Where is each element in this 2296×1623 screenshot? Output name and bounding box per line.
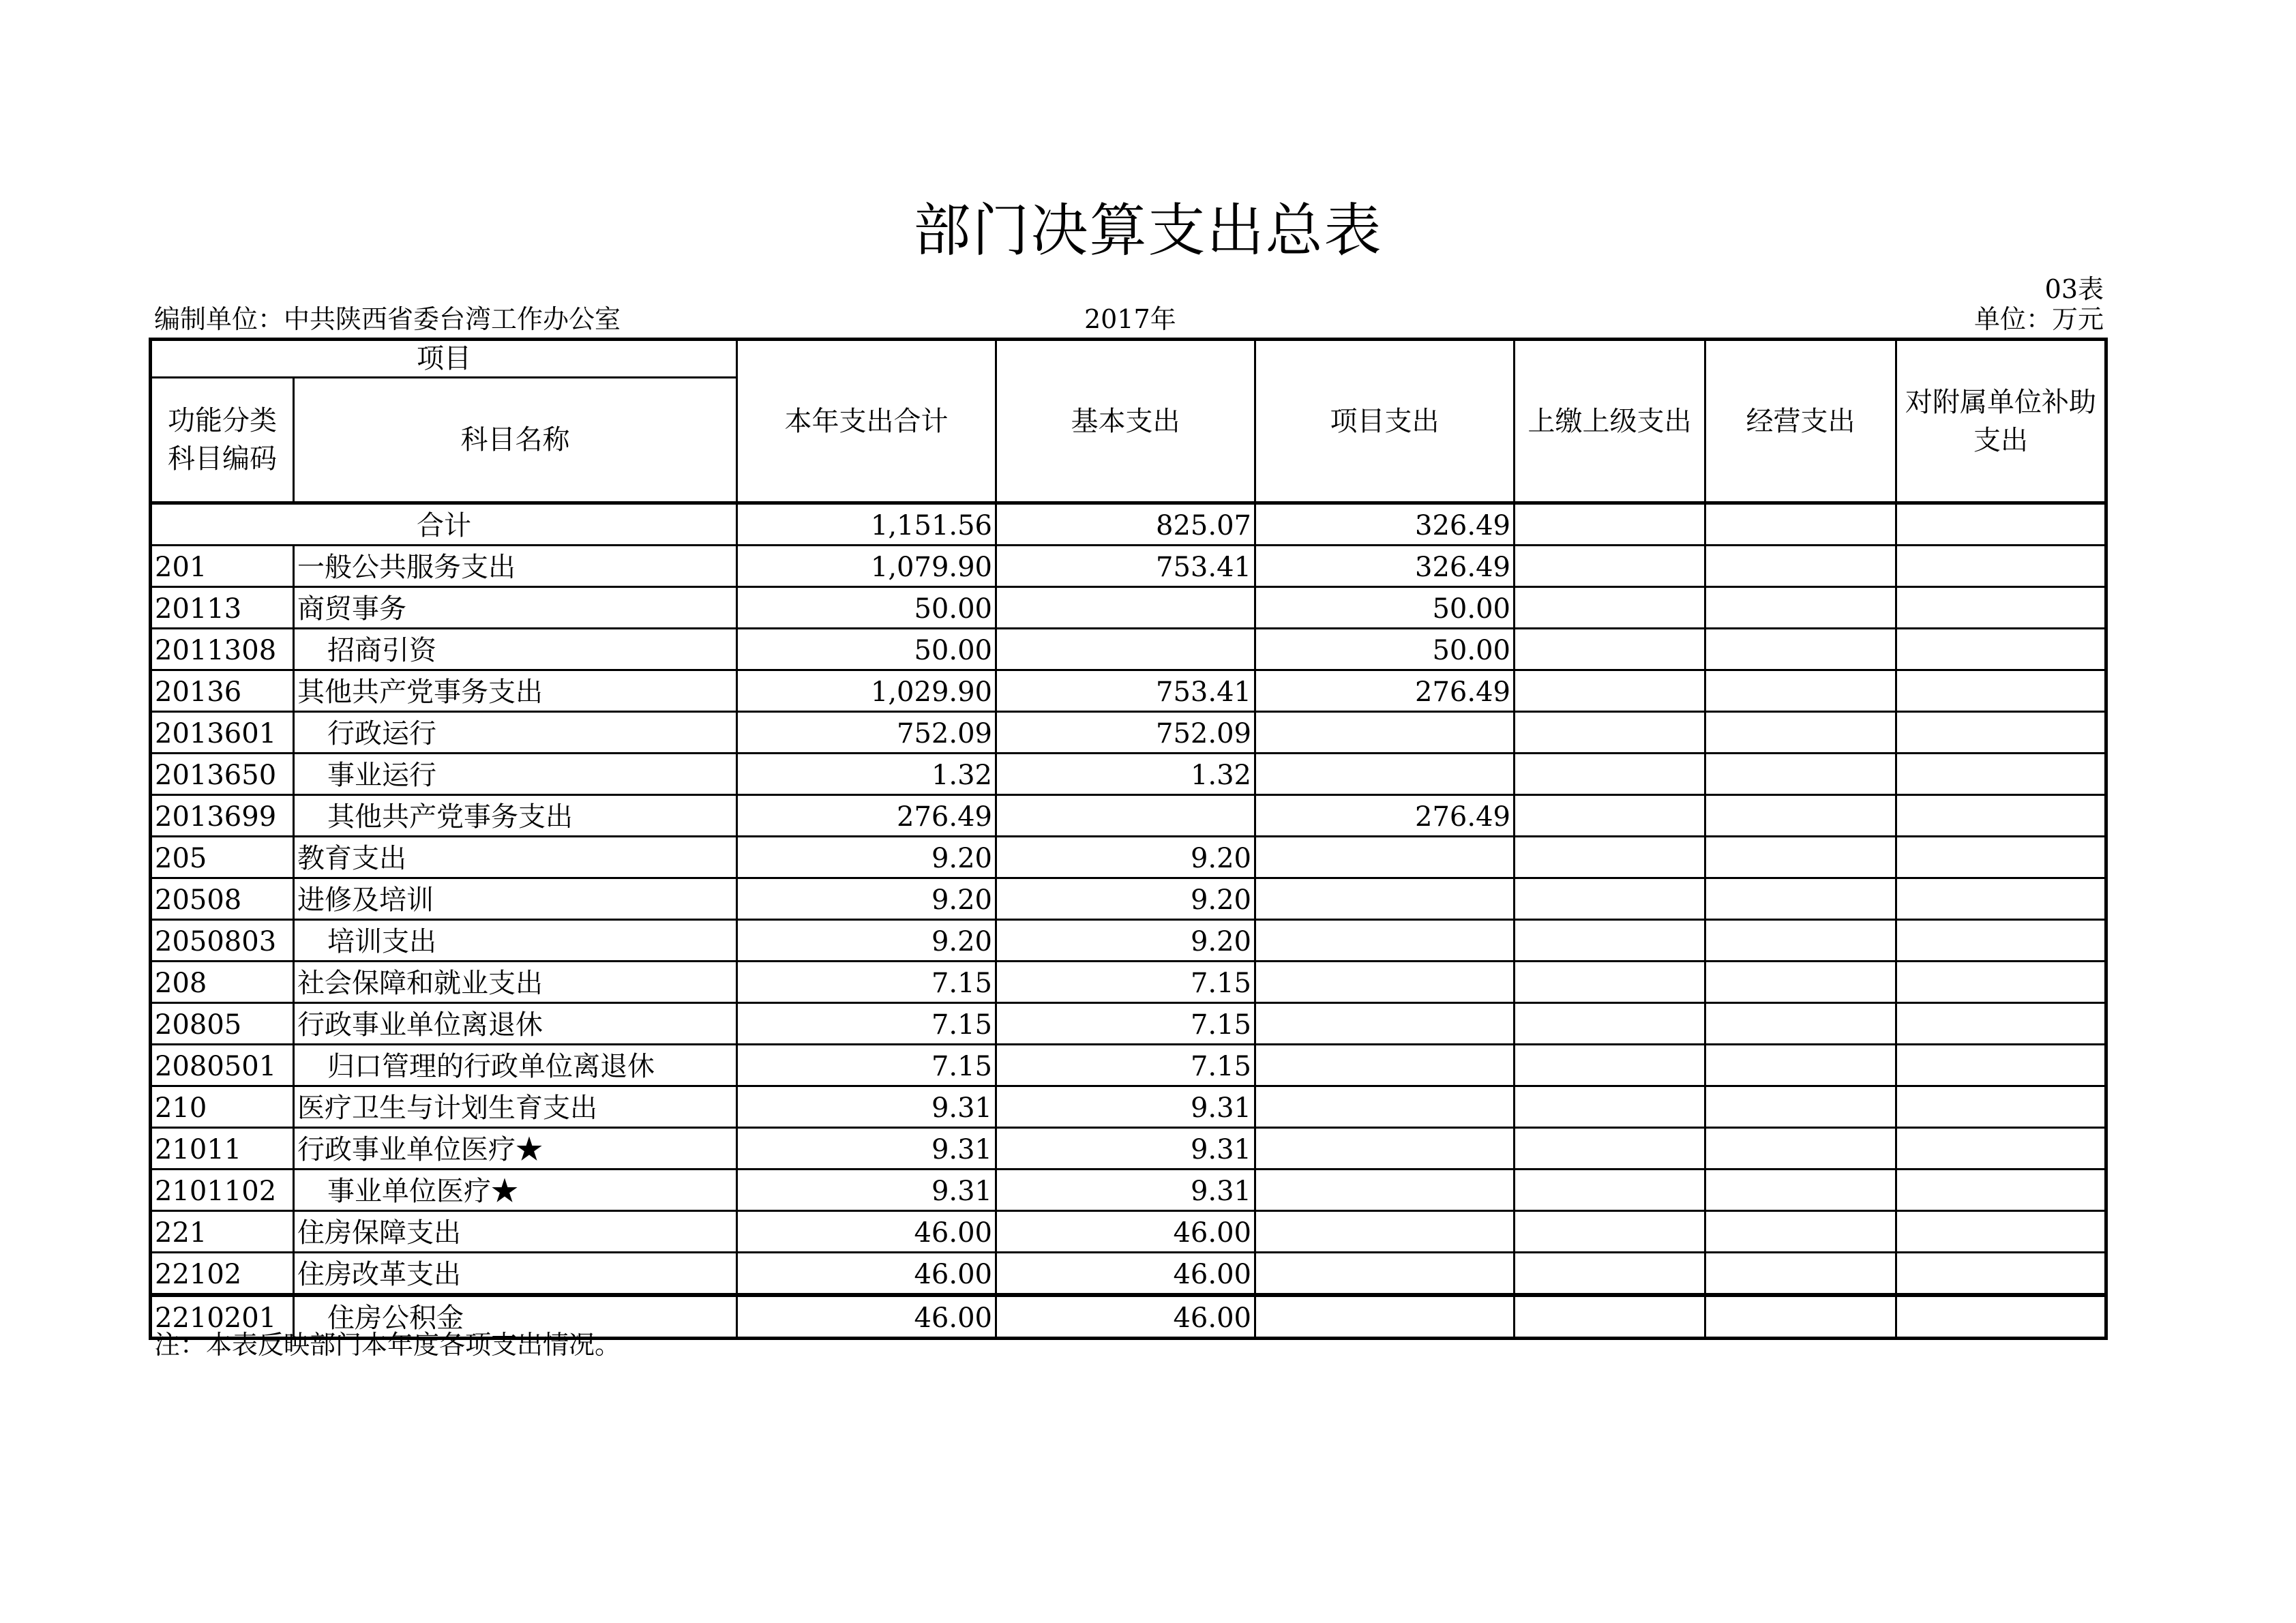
table-row bbox=[151, 629, 2106, 670]
table-row bbox=[151, 878, 2106, 920]
reporting-organization: 编制单位：中共陕西省委台湾工作办公室 bbox=[154, 304, 621, 334]
row-name: 行政运行 bbox=[294, 712, 737, 754]
row-basic: 46.00 bbox=[996, 1253, 1255, 1296]
row-name: 住房改革支出 bbox=[294, 1253, 737, 1296]
row-remit bbox=[1515, 1003, 1705, 1045]
header-basic bbox=[996, 340, 1255, 503]
table-note: 注：本表反映部门本年度各项支出情况。 bbox=[154, 1330, 621, 1360]
row-business bbox=[1705, 670, 1896, 712]
row-business bbox=[1705, 1170, 1896, 1211]
table-number: 03表 bbox=[2044, 274, 2104, 304]
row-name: 行政事业单位医疗★ bbox=[294, 1128, 737, 1170]
row-project bbox=[1255, 754, 1515, 795]
row-project bbox=[1255, 1211, 1515, 1253]
row-total: 1,029.90 bbox=[737, 670, 996, 712]
table-row bbox=[151, 1045, 2106, 1086]
header-basic-label: 基本支出 bbox=[1071, 405, 1180, 437]
row-total: 9.31 bbox=[737, 1128, 996, 1170]
table-row bbox=[151, 795, 2106, 837]
page-title: 部门决算支出总表 bbox=[913, 197, 1383, 264]
row-total: 46.00 bbox=[737, 1253, 996, 1296]
row-total: 9.20 bbox=[737, 878, 996, 920]
row-remit bbox=[1515, 837, 1705, 878]
row-name: 社会保障和就业支出 bbox=[294, 962, 737, 1003]
header-remit bbox=[1515, 340, 1705, 503]
row-subsidy bbox=[1896, 1295, 2106, 1339]
row-code: 205 bbox=[151, 837, 294, 878]
row-remit bbox=[1515, 1128, 1705, 1170]
row-remit bbox=[1515, 712, 1705, 754]
row-name: 住房公积金 bbox=[294, 1295, 737, 1339]
row-basic: 7.15 bbox=[996, 962, 1255, 1003]
row-subsidy bbox=[1896, 1211, 2106, 1253]
row-remit bbox=[1515, 1253, 1705, 1296]
row-subsidy bbox=[1896, 546, 2106, 587]
row-remit bbox=[1515, 1170, 1705, 1211]
row-code: 20136 bbox=[151, 670, 294, 712]
header-code bbox=[151, 378, 294, 503]
row-basic: 46.00 bbox=[996, 1211, 1255, 1253]
row-business bbox=[1705, 1086, 1896, 1128]
row-total: 752.09 bbox=[737, 712, 996, 754]
total-project: 326.49 bbox=[1255, 503, 1515, 546]
row-business bbox=[1705, 878, 1896, 920]
row-name: 培训支出 bbox=[294, 920, 737, 962]
row-project: 276.49 bbox=[1255, 670, 1515, 712]
row-project bbox=[1255, 878, 1515, 920]
row-project bbox=[1255, 1086, 1515, 1128]
row-code: 20805 bbox=[151, 1003, 294, 1045]
row-name: 其他共产党事务支出 bbox=[294, 670, 737, 712]
header-code-label: 功能分类科目编码 bbox=[168, 405, 277, 475]
row-business bbox=[1705, 546, 1896, 587]
row-basic: 753.41 bbox=[996, 546, 1255, 587]
row-basic: 752.09 bbox=[996, 712, 1255, 754]
row-business bbox=[1705, 795, 1896, 837]
row-basic: 46.00 bbox=[996, 1295, 1255, 1339]
row-total: 7.15 bbox=[737, 1003, 996, 1045]
header-item: 项目 bbox=[151, 340, 737, 378]
row-code: 22102 bbox=[151, 1253, 294, 1296]
row-code: 20508 bbox=[151, 878, 294, 920]
row-code: 2101102 bbox=[151, 1170, 294, 1211]
row-basic: 9.31 bbox=[996, 1128, 1255, 1170]
row-business bbox=[1705, 629, 1896, 670]
table-row bbox=[151, 754, 2106, 795]
row-business bbox=[1705, 1045, 1896, 1086]
row-code: 2013601 bbox=[151, 712, 294, 754]
table-row bbox=[151, 587, 2106, 629]
row-project bbox=[1255, 712, 1515, 754]
table-row bbox=[151, 962, 2106, 1003]
row-basic: 9.31 bbox=[996, 1170, 1255, 1211]
row-subsidy bbox=[1896, 754, 2106, 795]
row-name: 事业运行 bbox=[294, 754, 737, 795]
row-remit bbox=[1515, 878, 1705, 920]
row-basic bbox=[996, 629, 1255, 670]
row-subsidy bbox=[1896, 920, 2106, 962]
row-basic: 9.31 bbox=[996, 1086, 1255, 1128]
row-remit bbox=[1515, 587, 1705, 629]
row-subsidy bbox=[1896, 1086, 2106, 1128]
total-basic: 825.07 bbox=[996, 503, 1255, 546]
header-name: 科目名称 bbox=[294, 378, 737, 503]
row-total: 1,079.90 bbox=[737, 546, 996, 587]
row-project bbox=[1255, 1295, 1515, 1339]
total-label: 合计 bbox=[151, 503, 737, 546]
total-remit bbox=[1515, 503, 1705, 546]
row-basic: 9.20 bbox=[996, 837, 1255, 878]
row-remit bbox=[1515, 1045, 1705, 1086]
row-remit bbox=[1515, 1211, 1705, 1253]
row-name: 商贸事务 bbox=[294, 587, 737, 629]
row-name: 进修及培训 bbox=[294, 878, 737, 920]
row-remit bbox=[1515, 1295, 1705, 1339]
row-code: 2013650 bbox=[151, 754, 294, 795]
expenditure-table bbox=[149, 338, 2108, 1340]
row-business bbox=[1705, 754, 1896, 795]
row-basic: 7.15 bbox=[996, 1045, 1255, 1086]
row-total: 276.49 bbox=[737, 795, 996, 837]
row-code: 201 bbox=[151, 546, 294, 587]
row-remit bbox=[1515, 795, 1705, 837]
total-business bbox=[1705, 503, 1896, 546]
row-remit bbox=[1515, 754, 1705, 795]
total-total: 1,151.56 bbox=[737, 503, 996, 546]
table-row bbox=[151, 1086, 2106, 1128]
row-subsidy bbox=[1896, 1170, 2106, 1211]
row-business bbox=[1705, 1003, 1896, 1045]
row-remit bbox=[1515, 962, 1705, 1003]
report-year: 2017年 bbox=[1084, 304, 1176, 334]
row-subsidy bbox=[1896, 1253, 2106, 1296]
table-row bbox=[151, 1211, 2106, 1253]
row-basic bbox=[996, 587, 1255, 629]
row-subsidy bbox=[1896, 1045, 2106, 1086]
header-total-label: 本年支出合计 bbox=[784, 405, 949, 437]
header-business bbox=[1705, 340, 1896, 503]
row-remit bbox=[1515, 920, 1705, 962]
row-business bbox=[1705, 587, 1896, 629]
row-basic: 9.20 bbox=[996, 878, 1255, 920]
row-total: 7.15 bbox=[737, 962, 996, 1003]
row-business bbox=[1705, 1128, 1896, 1170]
row-business bbox=[1705, 1253, 1896, 1296]
row-code: 20113 bbox=[151, 587, 294, 629]
header-subsidy bbox=[1896, 340, 2106, 503]
row-code: 2050803 bbox=[151, 920, 294, 962]
row-subsidy bbox=[1896, 962, 2106, 1003]
row-basic: 1.32 bbox=[996, 754, 1255, 795]
header-business-label: 经营支出 bbox=[1746, 405, 1855, 437]
row-name: 住房保障支出 bbox=[294, 1211, 737, 1253]
row-total: 7.15 bbox=[737, 1045, 996, 1086]
row-code: 2013699 bbox=[151, 795, 294, 837]
row-subsidy bbox=[1896, 712, 2106, 754]
row-business bbox=[1705, 920, 1896, 962]
row-total: 46.00 bbox=[737, 1211, 996, 1253]
row-basic: 9.20 bbox=[996, 920, 1255, 962]
row-code: 2210201 bbox=[151, 1295, 294, 1339]
row-name: 事业单位医疗★ bbox=[294, 1170, 737, 1211]
header-total bbox=[737, 340, 996, 503]
table-row bbox=[151, 920, 2106, 962]
row-code: 210 bbox=[151, 1086, 294, 1128]
row-total: 9.31 bbox=[737, 1170, 996, 1211]
row-subsidy bbox=[1896, 795, 2106, 837]
row-subsidy bbox=[1896, 587, 2106, 629]
table-row bbox=[151, 670, 2106, 712]
row-name: 一般公共服务支出 bbox=[294, 546, 737, 587]
row-project: 276.49 bbox=[1255, 795, 1515, 837]
row-name: 教育支出 bbox=[294, 837, 737, 878]
row-project bbox=[1255, 1045, 1515, 1086]
row-name: 归口管理的行政单位离退休 bbox=[294, 1045, 737, 1086]
row-basic: 7.15 bbox=[996, 1003, 1255, 1045]
row-name: 招商引资 bbox=[294, 629, 737, 670]
row-name: 行政事业单位离退休 bbox=[294, 1003, 737, 1045]
row-name: 医疗卫生与计划生育支出 bbox=[294, 1086, 737, 1128]
row-total: 1.32 bbox=[737, 754, 996, 795]
total-subsidy bbox=[1896, 503, 2106, 546]
row-business bbox=[1705, 837, 1896, 878]
table-row bbox=[151, 1003, 2106, 1045]
row-project bbox=[1255, 962, 1515, 1003]
row-code: 221 bbox=[151, 1211, 294, 1253]
table-row bbox=[151, 837, 2106, 878]
row-code: 208 bbox=[151, 962, 294, 1003]
row-business bbox=[1705, 962, 1896, 1003]
row-subsidy bbox=[1896, 629, 2106, 670]
row-remit bbox=[1515, 670, 1705, 712]
row-basic bbox=[996, 795, 1255, 837]
row-total: 46.00 bbox=[737, 1295, 996, 1339]
row-subsidy bbox=[1896, 1003, 2106, 1045]
row-code: 2080501 bbox=[151, 1045, 294, 1086]
row-subsidy bbox=[1896, 670, 2106, 712]
header-subsidy-label: 对附属单位补助支出 bbox=[1905, 386, 2096, 456]
row-total: 9.20 bbox=[737, 920, 996, 962]
row-subsidy bbox=[1896, 878, 2106, 920]
row-project bbox=[1255, 1170, 1515, 1211]
table-row bbox=[151, 546, 2106, 587]
row-remit bbox=[1515, 629, 1705, 670]
header-project bbox=[1255, 340, 1515, 503]
currency-unit: 单位：万元 bbox=[1973, 304, 2104, 334]
row-total: 9.31 bbox=[737, 1086, 996, 1128]
row-business bbox=[1705, 712, 1896, 754]
total-row bbox=[151, 503, 2106, 546]
row-total: 50.00 bbox=[737, 587, 996, 629]
row-subsidy bbox=[1896, 837, 2106, 878]
row-project bbox=[1255, 920, 1515, 962]
row-total: 9.20 bbox=[737, 837, 996, 878]
row-business bbox=[1705, 1211, 1896, 1253]
table-row bbox=[151, 712, 2106, 754]
row-basic: 753.41 bbox=[996, 670, 1255, 712]
row-project bbox=[1255, 1003, 1515, 1045]
row-project bbox=[1255, 837, 1515, 878]
row-project: 326.49 bbox=[1255, 546, 1515, 587]
row-business bbox=[1705, 1295, 1896, 1339]
row-code: 21011 bbox=[151, 1128, 294, 1170]
row-name: 其他共产党事务支出 bbox=[294, 795, 737, 837]
table-row bbox=[151, 1128, 2106, 1170]
row-total: 50.00 bbox=[737, 629, 996, 670]
header-project-label: 项目支出 bbox=[1330, 405, 1440, 437]
row-remit bbox=[1515, 546, 1705, 587]
row-project bbox=[1255, 1128, 1515, 1170]
header-remit-label: 上缴上级支出 bbox=[1527, 405, 1692, 437]
row-code: 2011308 bbox=[151, 629, 294, 670]
table-row bbox=[151, 1170, 2106, 1211]
row-project: 50.00 bbox=[1255, 629, 1515, 670]
table-row bbox=[151, 1253, 2106, 1296]
row-subsidy bbox=[1896, 1128, 2106, 1170]
row-project: 50.00 bbox=[1255, 587, 1515, 629]
row-remit bbox=[1515, 1086, 1705, 1128]
row-project bbox=[1255, 1253, 1515, 1296]
